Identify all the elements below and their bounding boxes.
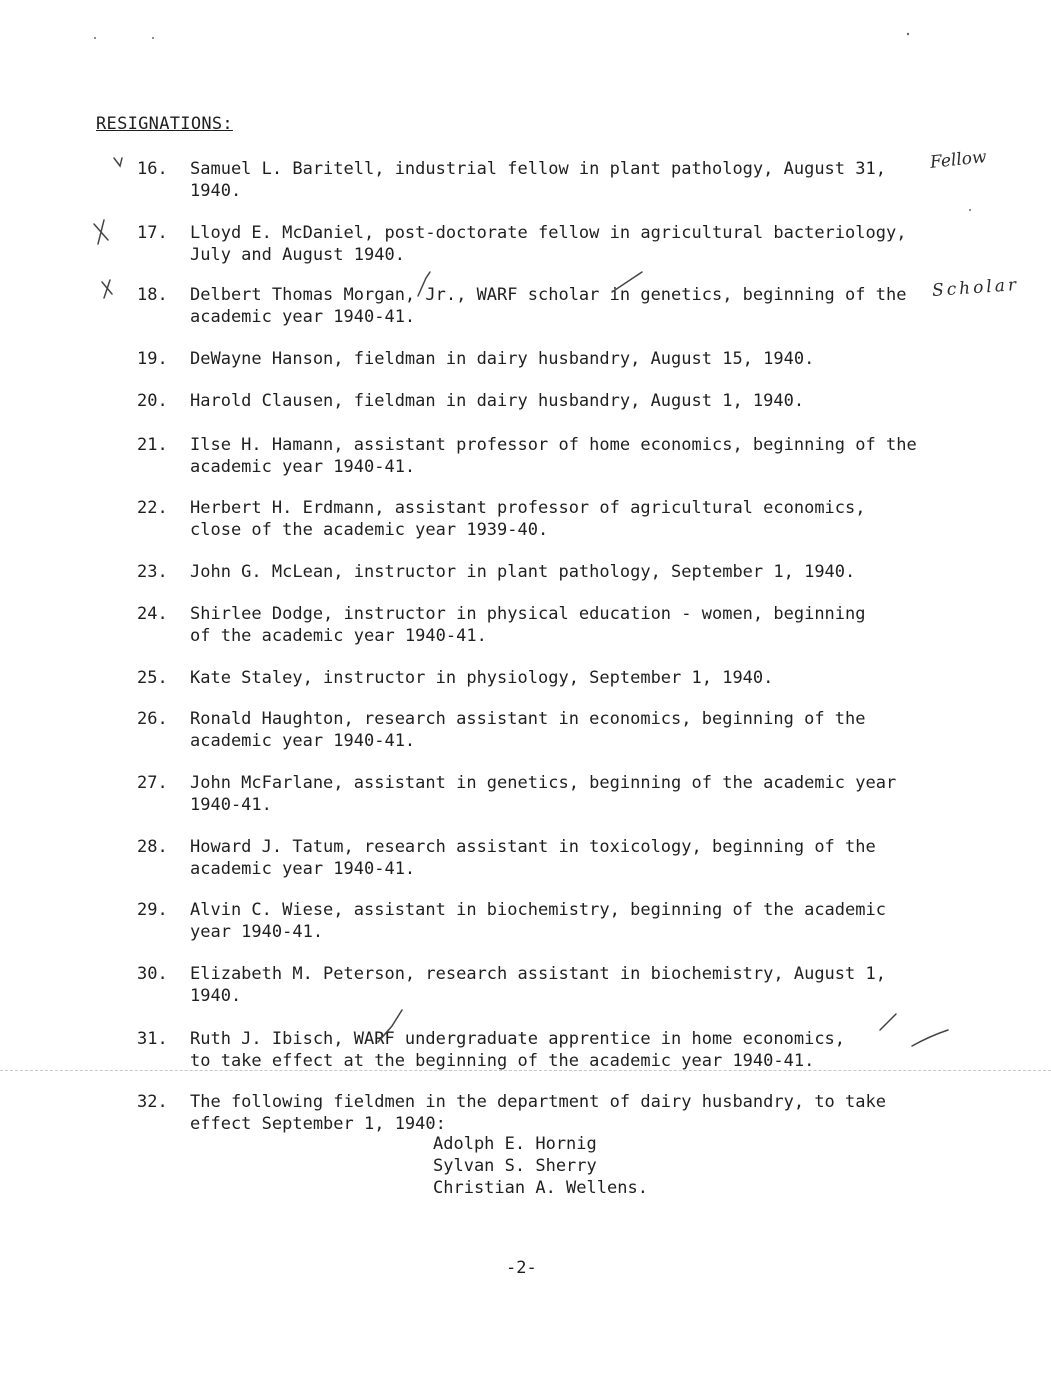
speck	[907, 33, 909, 35]
entry-line: Samuel L. Baritell, industrial fellow in plant pathology, August 31,	[190, 159, 886, 179]
entry-line: Kate Staley, instructor in physiology, September 1, 1940.	[190, 668, 774, 688]
entry-line: Harold Clausen, fieldman in dairy husbandry, August 1, 1940.	[190, 391, 805, 411]
check-mark	[378, 1010, 402, 1042]
entry-line: effect September 1, 1940:	[190, 1114, 446, 1134]
entry-line: Elizabeth M. Peterson, research assistant in biochemistry, August 1,	[190, 964, 886, 984]
entry-number: 23.	[137, 562, 168, 582]
entry-line: close of the academic year 1939-40.	[190, 520, 549, 540]
entry-line: The following fieldmen in the department of dairy husbandry, to take	[190, 1092, 886, 1112]
entry-line: DeWayne Hanson, fieldman in dairy husbandry, August 15, 1940.	[190, 349, 815, 369]
entry-line: John McFarlane, assistant in genetics, beginning of the academic year	[190, 773, 897, 793]
entry-line: 1940.	[190, 986, 242, 1006]
fieldman-name: Adolph E. Hornig	[433, 1134, 597, 1154]
entry-number: 17.	[137, 223, 168, 243]
check-mark	[418, 272, 430, 296]
entry-line: academic year 1940-41.	[190, 859, 416, 879]
entry-number: 19.	[137, 349, 168, 369]
check-mark	[612, 272, 642, 292]
entry-number: 28.	[137, 837, 168, 857]
entry-line: Ronald Haughton, research assistant in economics, beginning of the	[190, 709, 866, 729]
cross-mark	[94, 220, 108, 244]
entry-line: John G. McLean, instructor in plant pathology, September 1, 1940.	[190, 562, 856, 582]
section-heading: RESIGNATIONS:	[96, 114, 233, 134]
entry-line: Ilse H. Hamann, assistant professor of home economics, beginning of the	[190, 435, 917, 455]
entry-line: Herbert H. Erdmann, assistant professor of agricultural economics,	[190, 498, 866, 518]
page-number: -2-	[506, 1258, 537, 1278]
entry-number: 24.	[137, 604, 168, 624]
entry-line: Shirlee Dodge, instructor in physical education - women, beginning	[190, 604, 866, 624]
entry-line: of the academic year 1940-41.	[190, 626, 487, 646]
handwritten-note-fellow: Fellow	[929, 147, 988, 173]
check-mark	[114, 158, 122, 166]
entry-line: academic year 1940-41.	[190, 457, 416, 477]
entry-line: 1940.	[190, 181, 242, 201]
entry-line: to take effect at the beginning of the academic year 1940-41.	[190, 1051, 815, 1071]
entry-line: Delbert Thomas Morgan, Jr., WARF scholar in genetics, beginning of the	[190, 285, 907, 305]
entry-line: Ruth J. Ibisch, WARF undergraduate apprentice in home economics,	[190, 1029, 846, 1049]
speck	[94, 37, 96, 39]
entry-number: 27.	[137, 773, 168, 793]
speck	[969, 209, 971, 211]
entry-number: 30.	[137, 964, 168, 984]
entry-number: 20.	[137, 391, 168, 411]
fieldman-name: Sylvan S. Sherry	[433, 1156, 597, 1176]
entry-line: Lloyd E. McDaniel, post-doctorate fellow in agricultural bacteriology,	[190, 223, 907, 243]
entry-number: 26.	[137, 709, 168, 729]
handwritten-note-scholar: Scholar	[931, 274, 1020, 302]
entry-number: 16.	[137, 159, 168, 179]
check-mark	[880, 1014, 896, 1030]
entry-line: 1940-41.	[190, 795, 272, 815]
entry-number: 22.	[137, 498, 168, 518]
entry-number: 21.	[137, 435, 168, 455]
entry-number: 25.	[137, 668, 168, 688]
fieldman-name: Christian A. Wellens.	[433, 1178, 648, 1198]
entry-number: 31.	[137, 1029, 168, 1049]
cross-mark	[102, 280, 112, 298]
pen-stroke	[912, 1030, 948, 1046]
entry-line: Alvin C. Wiese, assistant in biochemistry, beginning of the academic	[190, 900, 886, 920]
entry-number: 29.	[137, 900, 168, 920]
entry-number: 32.	[137, 1092, 168, 1112]
entry-line: year 1940-41.	[190, 922, 324, 942]
entry-line: July and August 1940.	[190, 245, 405, 265]
entry-line: academic year 1940-41.	[190, 731, 416, 751]
entry-number: 18.	[137, 285, 168, 305]
entry-line: academic year 1940-41.	[190, 307, 416, 327]
entry-line: Howard J. Tatum, research assistant in toxicology, beginning of the	[190, 837, 876, 857]
speck	[152, 37, 154, 39]
